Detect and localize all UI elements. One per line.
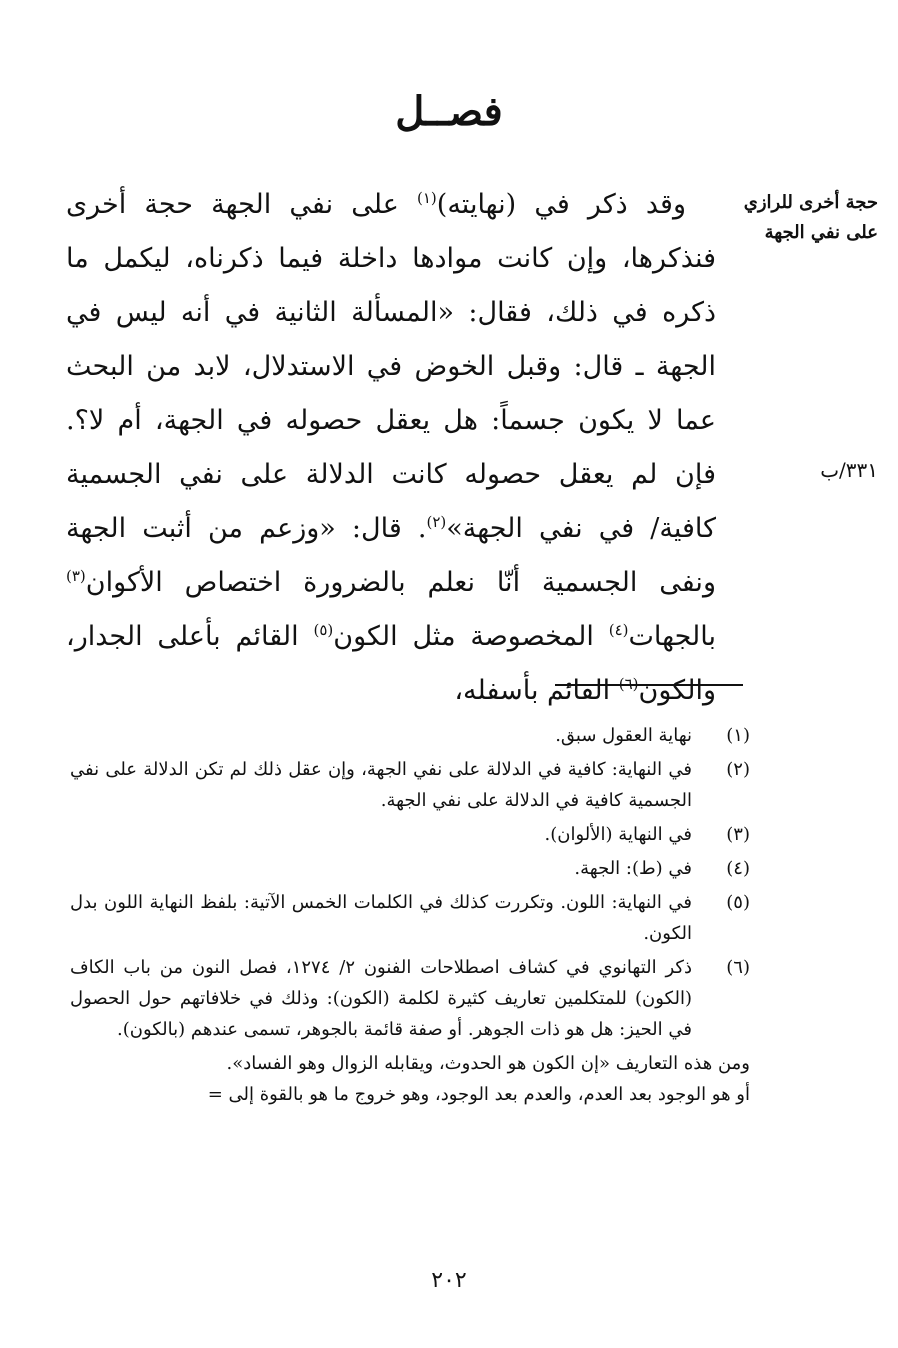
footnote-text: في النهاية: اللون. وتكررت كذلك في الكلمات الخمس الآتية: بلفظ النهاية اللون بدل الكون. (70, 892, 692, 944)
footnote (70, 819, 750, 850)
footnote-number: (٢) (726, 759, 750, 780)
footnote-number: (٦) (726, 957, 750, 978)
footnote-text: في النهاية: كافية في الدلالة على نفي الجهة، وإن عقل ذلك لم تكن الدلالة على نفي الجسمية كافية في الدلالة على نفي الجهة. (70, 759, 692, 811)
footnote-separator (555, 684, 743, 686)
main-text (66, 178, 716, 718)
footnote (70, 720, 750, 751)
main-text-part: . قال: «وزعم من أثبت الجهة ونفى الجسمية أنّا نعلم بالضرورة اختصاص الأكوان (66, 513, 716, 598)
footnotes (70, 720, 750, 1110)
footnote-ref: (٦) (618, 675, 639, 693)
margin-note-manuscript-ref: ٣٣١/ب (820, 458, 878, 482)
footnote-ref: (١) (417, 189, 437, 207)
footnote-number: (١) (726, 725, 750, 746)
page-number: ٢٠٢ (431, 1268, 467, 1293)
footnote-number: (٣) (726, 824, 750, 845)
footnote-number: (٥) (726, 892, 750, 913)
footnote-text: نهاية العقول سبق. (555, 725, 692, 746)
footnote-text: ذكر التهانوي في كشاف اصطلاحات الفنون ٢/ ١٢٧٤، فصل النون من باب الكاف (الكون) للمتكلمين تعاريف كثيرة لكلمة (الكون): وذلك في خلافاتهم حول الحصول في الحيز: هل هو ذات الجوهر. أو صفة قائمة بالجوهر، تسمى عندهم (بالكون). (70, 957, 692, 1040)
footnote (70, 887, 750, 949)
footnote (70, 754, 750, 816)
margin-note-topic: حجة أخرى للرازي على نفي الجهة (743, 192, 878, 243)
footnote (70, 952, 750, 1045)
footnote-ref: (٣) (66, 567, 86, 585)
footnote-number: (٤) (726, 858, 750, 879)
section-title: فصــل (395, 88, 503, 135)
main-text-part: المخصوصة مثل الكون (333, 621, 609, 652)
footnote-text: في (ط): الجهة. (574, 858, 692, 879)
footnote-continuation: ومن هذه التعاريف «إن الكون هو الحدوث، ويقابله الزوال وهو الفساد». (226, 1053, 750, 1074)
main-text-part: القائم بأعلى الجدار، والكون (66, 621, 716, 706)
main-text-part: وقد ذكر في (نهايته) (436, 189, 686, 220)
footnote-text: في النهاية (الألوان). (544, 824, 692, 845)
footnote-ref: (٤) (608, 621, 629, 639)
main-text-part: على نفي الجهة حجة أخرى فنذكرها، وإن كانت موادها داخلة فيما ذكرناه، ليكمل ما ذكره في ذلك، فقال: «المسألة الثانية في أنه ليس في الجهة ـ قال: وقبل الخوض في الاستدلال، لابد من البحث عما لا يكون جسماً: هل يعقل حصوله في الجهة، أم لا؟. فإن لم يعقل حصوله كانت الدلالة على نفي الجسمية كافية/ في نفي الجهة» (66, 189, 716, 544)
footnote (70, 853, 750, 884)
footnote-ref: (٥) (313, 621, 334, 639)
main-text-part: القائم بأسفله، (454, 675, 619, 706)
footnote-ref: (٢) (426, 513, 447, 531)
footnote-continuation: أو هو الوجود بعد العدم، والعدم بعد الوجود، وهو خروج ما هو بالقوة إلى = (207, 1084, 750, 1105)
main-text-part: بالجهات (628, 621, 716, 652)
